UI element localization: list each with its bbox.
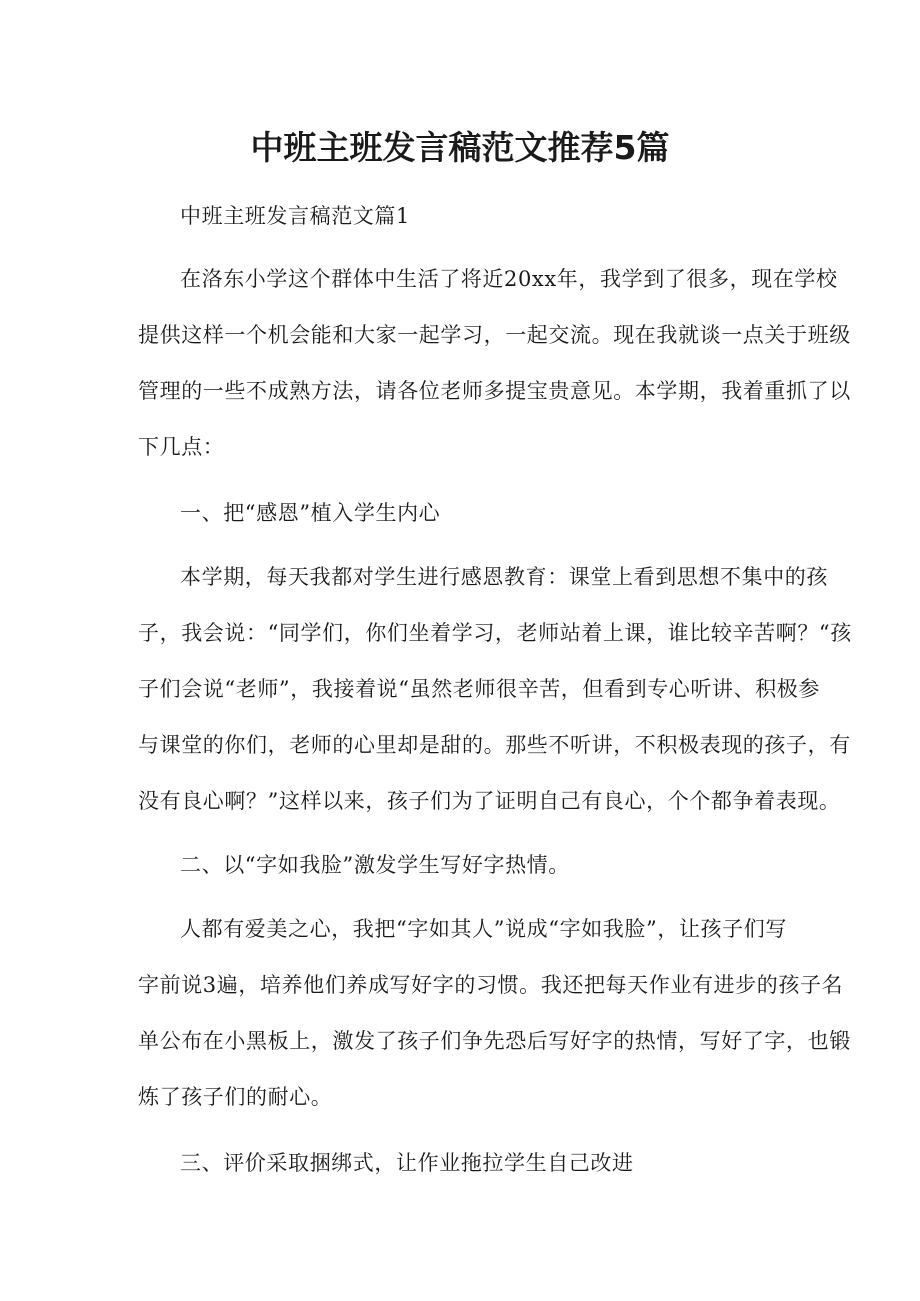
paragraph-line: 子，我会说：“同学们，你们坐着学习，老师站着上课，谁比较辛苦啊？“孩	[138, 621, 852, 645]
point-heading: 一、把“感恩”植入学生内心	[180, 501, 441, 525]
paragraph-line: 本学期，每天我都对学生进行感恩教育：课堂上看到思想不集中的孩	[180, 565, 828, 589]
paragraph-line: 人都有爱美之心，我把“字如其人”说成“字如我脸”，让孩子们写	[180, 917, 787, 941]
paragraph-line: 字前说3遍，培养他们养成写好字的习惯。我还把每天作业有进步的孩子名	[138, 973, 844, 997]
paragraph-line: 没有良心啊？”这样以来，孩子们为了证明自己有良心，个个都争着表现。	[138, 789, 841, 813]
paragraph-line: 管理的一些不成熟方法，请各位老师多提宝贵意见。本学期，我着重抓了以	[138, 379, 851, 403]
document-title: 中班主班发言稿范文推荐5篇	[250, 128, 670, 167]
point-heading: 三、评价采取捆绑式，让作业拖拉学生自己改进	[180, 1151, 634, 1175]
paragraph-line: 子们会说“老师”，我接着说“虽然老师很辛苦，但看到专心听讲、积极参	[138, 677, 821, 701]
paragraph-line: 在洛东小学这个群体中生活了将近20xx年，我学到了很多，现在学校	[180, 267, 838, 291]
paragraph-line: 提供这样一个机会能和大家一起学习，一起交流。现在我就谈一点关于班级	[138, 323, 851, 347]
paragraph-line: 与课堂的你们，老师的心里却是甜的。那些不听讲，不积极表现的孩子，有	[138, 733, 851, 757]
section-heading: 中班主班发言稿范文篇1	[180, 204, 410, 228]
paragraph-line: 单公布在小黑板上，激发了孩子们争先恐后写好字的热情，写好了字，也锻	[138, 1029, 851, 1053]
paragraph-line: 下几点：	[138, 435, 225, 459]
point-heading: 二、以“字如我脸”激发学生写好字热情。	[180, 853, 570, 877]
paragraph-line: 炼了孩子们的耐心。	[138, 1085, 333, 1109]
